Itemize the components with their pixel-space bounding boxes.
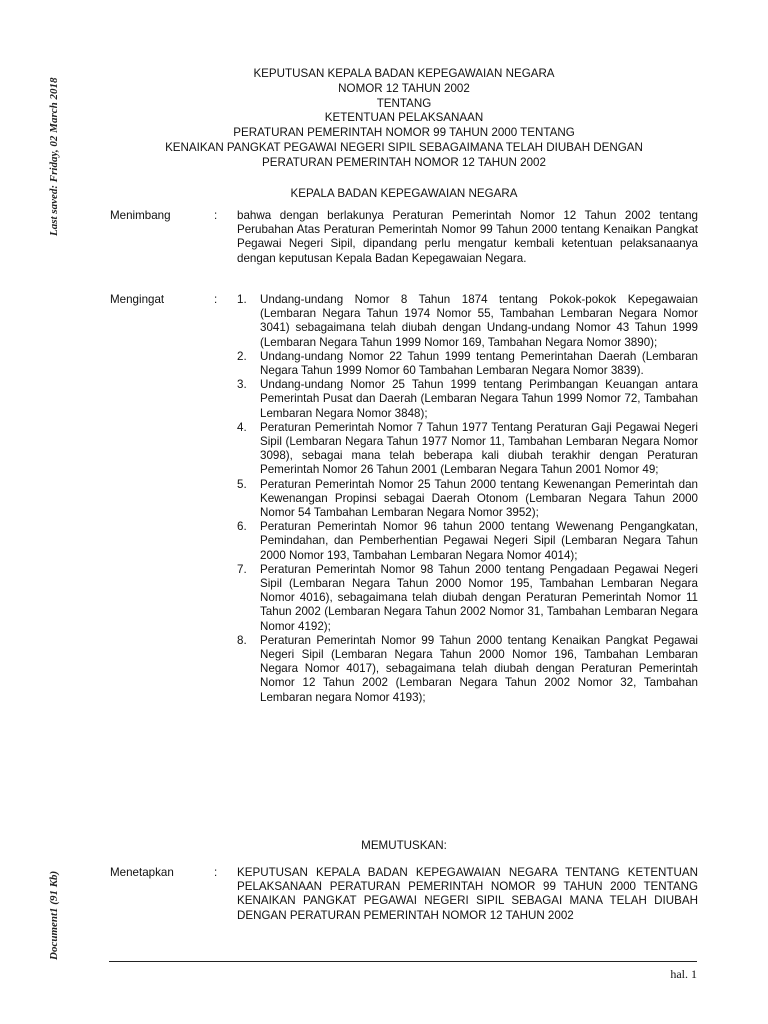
item-number: 7. [237,562,247,576]
menimbang-colon: : [214,209,218,222]
list-item [237,350,698,378]
header-line: TENTANG [376,96,432,110]
mengingat-list [237,293,698,705]
list-item [237,520,698,563]
document-size-note: Document1 (91 Kb) [48,870,60,960]
item-text: Peraturan Pemerintah Nomor 96 tahun 2000 tentang Wewenang Pengangkatan, Pemindahan, dan Pemberhentian Pegawai Negeri Sipil (Lembaran Negara Tahun 2000 Nomor 193, Tambahan Lembaran Negara Nomor 4014); [260,520,698,562]
item-number: 2. [237,349,247,363]
list-item [237,563,698,634]
mengingat-label: Mengingat [110,293,165,306]
last-saved-note: Last saved: Friday, 02 March 2018 [48,77,60,236]
menimbang-text: bahwa dengan berlakunya Peraturan Pemerintah Nomor 12 Tahun 2002 tentang Perubahan Atas Peraturan Pemerintah Nomor 99 Tahun 2000 tentang Kenaikan Pangkat Pegawai Negeri Sipil, dipandang perlu mengatur kembali ketentuan pelaksanaanya dengan keputusan Kepala Badan Kepegawaian Negara. [237,209,698,265]
item-number: 3. [237,378,247,392]
item-text: Peraturan Pemerintah Nomor 98 Tahun 2000 tentang Pengadaan Pegawai Negeri Sipil (Lembaran Negara Tahun 2000 Nomor 195, Tambahan Lembaran Negara Nomor 4016), sebagaimana telah diubah dengan Peraturan Pemerintah Nomor 11 Tahun 2002 (Lembaran Negara Tahun 2002 Nomor 31, Tambahan Lembaran Negara Nomor 4192); [260,562,698,633]
item-text: Undang-undang Nomor 8 Tahun 1874 tentang Pokok-pokok Kepegawaian (Lembaran Negara Tahun 1974 Nomor 55, Tambahan Lembaran Negara Nomor 3041) sebagaimana telah diubah dengan Undang-undang Nomor 43 Tahun 1999 (Lembaran Negara Tahun 1999 Nomor 169, Tambahan Negara Nomor 3890); [260,293,698,349]
header-line: PERATURAN PEMERINTAH NOMOR 12 TAHUN 2002 [262,155,546,169]
menimbang-label: Menimbang [110,209,171,222]
item-text: Peraturan Pemerintah Nomor 25 Tahun 2000 tentang Kewenangan Pemerintah dan Kewenangan Propinsi sebagai Daerah Otonom (Lembaran Negara Tahun 2000 Nomor 54 Tambahan Lembaran Negara Nomor 3952); [260,477,698,520]
issuing-official: KEPALA BADAN KEPEGAWAIAN NEGARA [290,186,518,200]
item-number: 1. [237,293,247,306]
item-number: 4. [237,420,247,434]
document-header [110,67,698,201]
item-text: Peraturan Pemerintah Nomor 7 Tahun 1977 Tentang Peraturan Gaji Pegawai Negeri Sipil (Lembaran Negara Tahun 1977 Nomor 11, Tambahan Lembaran Negara Nomor 3098), sebagai mana telah beberapa kali diubah terakhir dengan Peraturan Pemerintah Nomor 26 Tahun 2001 (Lembaran Negara Tahun 2001 Nomor 49; [260,420,698,477]
menetapkan-colon: : [214,866,218,879]
header-line: PERATURAN PEMERINTAH NOMOR 99 TAHUN 2000 TENTANG [233,126,575,140]
item-number: 6. [237,520,247,534]
list-item [237,634,698,705]
item-text: Peraturan Pemerintah Nomor 99 Tahun 2000 tentang Kenaikan Pangkat Pegawai Negeri Sipil (Lembaran Negara Tahun 2000 Nomor 196, Tambahan Lembaran Negara Nomor 4017), sebagaimana telah diubah dengan Peraturan Pemerintah Nomor 12 Tahun 2002 (Lembaran Negara Tahun 2002 Nomor 32, Tambahan Lembaran negara Nomor 4193); [260,633,698,704]
list-item [237,478,698,521]
header-line: KENAIKAN PANGKAT PEGAWAI NEGERI SIPIL SEBAGAIMANA TELAH DIUBAH DENGAN [165,140,643,154]
mengingat-colon: : [214,293,218,306]
item-number: 5. [237,477,247,491]
footer-divider [109,961,697,962]
item-text: Undang-undang Nomor 22 Tahun 1999 tentang Pemerintahan Daerah (Lembaran Negara Tahun 1999 Nomor 60 Tambahan Lembaran Negara Nomor 3839). [260,349,698,378]
header-line: NOMOR 12 TAHUN 2002 [338,81,470,95]
item-text: Undang-undang Nomor 25 Tahun 1999 tentang Perimbangan Keuangan antara Pemerintah Pusat dan Daerah (Lembaran Negara Tahun 1999 Nomor 72, Tambahan Lembaran Negara Nomor 3848); [260,378,698,420]
header-line: KETENTUAN PELAKSANAAN [324,111,484,125]
list-item [237,293,698,350]
menetapkan-text: KEPUTUSAN KEPALA BADAN KEPEGAWAIAN NEGARA TENTANG KETENTUAN PELAKSANAAN PERATURAN PEMERINTAH NOMOR 99 TAHUN 2000 TENTANG KENAIKAN PANGKAT PEGAWAI NEGERI SIPIL SEBAGAI MANA TELAH DIUBAH DENGAN PERATURAN PEMERINTAH NOMOR 12 TAHUN 2002 [237,866,698,922]
memutuskan-heading: MEMUTUSKAN: [361,839,447,852]
item-number: 8. [237,633,247,647]
page-number: hal. 1 [670,967,697,981]
header-line: KEPUTUSAN KEPALA BADAN KEPEGAWAIAN NEGARA [253,67,555,80]
menetapkan-label: Menetapkan [110,866,174,879]
list-item [237,421,698,478]
list-item [237,378,698,421]
